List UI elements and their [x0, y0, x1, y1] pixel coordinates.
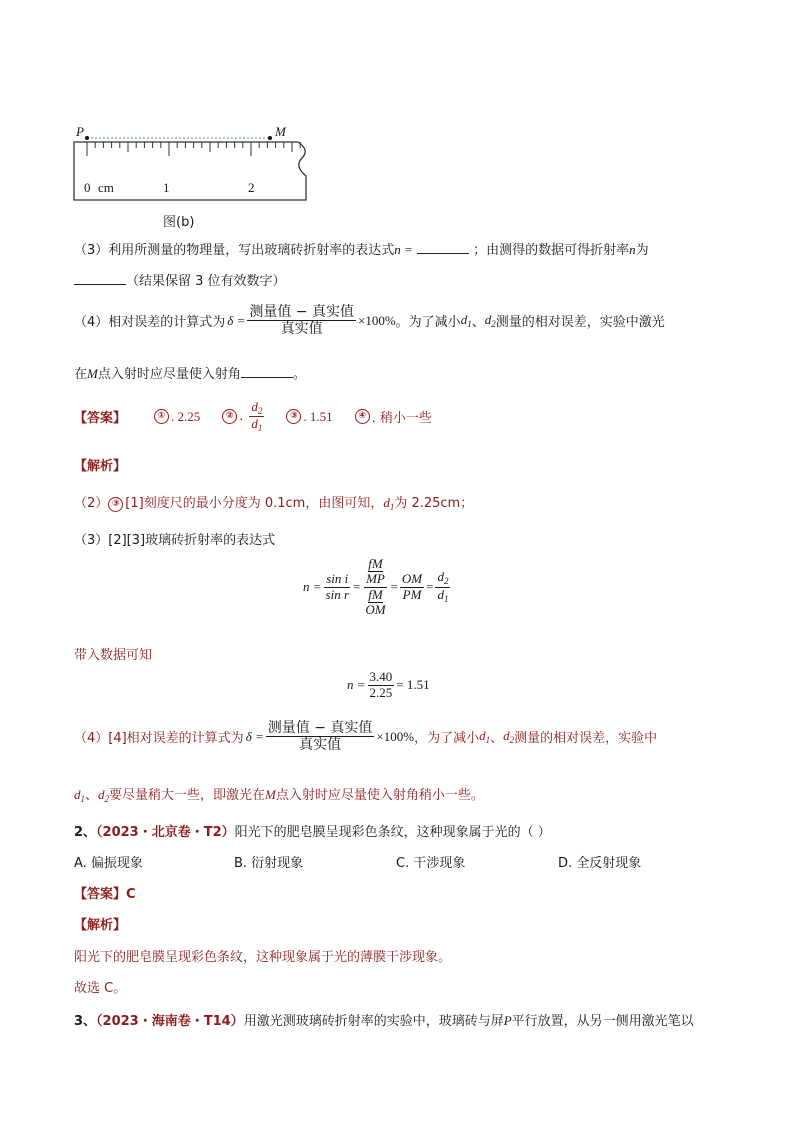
q4-d1: $d_1$: [460, 312, 472, 330]
q2-stem: 2、（2023・北京卷・T2）阳光下的肥皂膜呈现彩色条纹，这种现象属于光的（ ）: [74, 825, 551, 840]
q3next-stem: 3、（2023・海南卷・T14）用激光测玻璃砖折射率的实验中，玻璃砖与屏P平行放置，从另一侧用激光笔以: [74, 1013, 694, 1029]
label-p: P: [76, 124, 84, 139]
analysis-line-5: （4）[4]相对误差的计算式为 δ = $\frac{\text{测量值 − 真实值}}{\text{真实值}}$ ×100% ，为了减小 $d_1$ 、 $d_2$ 测量的相对误差，实验中: [74, 720, 658, 754]
figure-caption: 图(b): [163, 215, 195, 230]
point-m: [268, 136, 272, 140]
answer-marker-2: ②: [222, 409, 237, 424]
q3-text-1: （3）利用所测量的物理量，写出玻璃砖折射率的表达式: [74, 243, 395, 258]
point-p: [85, 136, 89, 140]
q2-option-c[interactable]: C. 干涉现象: [396, 856, 466, 871]
q4-d2: $d_2$: [484, 312, 496, 330]
analysis-line-4: 带入数据可知: [74, 648, 153, 663]
tick-label-0: 0: [84, 180, 91, 195]
q4-line2-c: 。: [292, 367, 306, 382]
answer-marker-1: ①: [154, 409, 169, 424]
answer-2-dot: .: [239, 409, 244, 425]
q4-error-fraction: [247, 304, 356, 337]
tick-label-2: 2: [248, 180, 255, 195]
q4-prefix: （4）相对误差的计算式为: [74, 315, 226, 331]
analysis-line-2: （2） ③ [1]刻度尺的最小分度为 0.1cm，由图可知，$d_1$为 2.25cm；: [74, 495, 474, 512]
answer-marker-4: ④: [355, 409, 370, 424]
q3next-source: （2023・海南卷・T14）: [96, 1014, 244, 1029]
q4-line2-b: 点入射时应尽量使入射角: [97, 367, 241, 382]
label-m: M: [275, 124, 286, 139]
answer-3: . 1.51: [303, 408, 333, 424]
q3-n-var: n: [629, 242, 636, 257]
analysis-line-6: $d_1$、$d_2$要尽量稍大一些，即激光在M点入射时应尽量使入射角稍小一些。: [74, 787, 484, 804]
q4-frac-num: 测量值 − 真实值: [249, 304, 354, 320]
q3-line2: [74, 270, 286, 289]
q2-analysis-label: 【解析】: [74, 918, 127, 933]
answer-2-fraction: $\frac{d_2}{d_1}$: [251, 399, 263, 434]
q3-line1: [74, 239, 649, 258]
q2-source: （2023・北京卷・T2）: [96, 825, 235, 840]
answer-blank-1[interactable]: [417, 241, 469, 254]
q2-choice: 故选 C。: [74, 981, 127, 996]
unit-label: cm: [98, 180, 114, 195]
q4-line2-a: 在: [74, 367, 88, 382]
tick-label-1: 1: [163, 180, 170, 195]
q4-mid: 。为了减小: [395, 315, 461, 331]
q4-sep: 、: [471, 315, 485, 331]
answer-1-row: [74, 400, 432, 434]
q2-answer: 【答案】C: [74, 887, 136, 902]
ruler-ticks: [87, 142, 300, 156]
numeric-formula: n = $\frac{3.40}{2.25}$ = 1.51: [347, 669, 430, 700]
q4-line2: [74, 363, 306, 382]
q2-option-a[interactable]: A. 偏振现象: [74, 856, 143, 871]
analysis-label: 【解析】: [74, 459, 127, 474]
analysis-line-3: （3）[2][3]玻璃砖折射率的表达式: [74, 533, 276, 548]
answer-blank-3[interactable]: [241, 365, 293, 378]
answer-marker-3: ③: [286, 409, 301, 424]
q4-frac-den: 真实值: [280, 321, 323, 338]
q3-text-3: 为: [635, 243, 649, 258]
answer-4: . 稍小一些: [371, 411, 432, 427]
q3-n-eq: n =: [394, 242, 413, 257]
q4-line1: [74, 304, 665, 337]
answer-1: . 2.25: [171, 408, 201, 424]
q3-text-4: （结果保留 3 位有效数字）: [126, 274, 286, 289]
answer-label: 【答案】: [74, 411, 127, 427]
q3-text-2: ；由测得的数据可得折射率: [473, 243, 630, 258]
q2-option-b[interactable]: B. 衍射现象: [234, 856, 304, 871]
q4-tail: 测量的相对误差，实验中激光: [495, 315, 665, 331]
answer-blank-2[interactable]: [74, 272, 126, 285]
q4-delta: δ =: [227, 312, 246, 328]
q2-option-d[interactable]: D. 全反射现象: [558, 856, 642, 871]
analysis-marker: ③: [108, 497, 123, 512]
q4-m: M: [87, 366, 98, 381]
q2-analysis: 阳光下的肥皂膜呈现彩色条纹，这种现象属于光的薄膜干涉现象。: [74, 950, 452, 965]
q4-times: ×100%: [358, 312, 396, 328]
refraction-formula: n = $\frac{\text{sin i}}{\text{sin r}}$ = fM MP fM OM = $\frac{OM}{PM}$ = $\frac{d_2}{d_1}$: [303, 556, 449, 617]
